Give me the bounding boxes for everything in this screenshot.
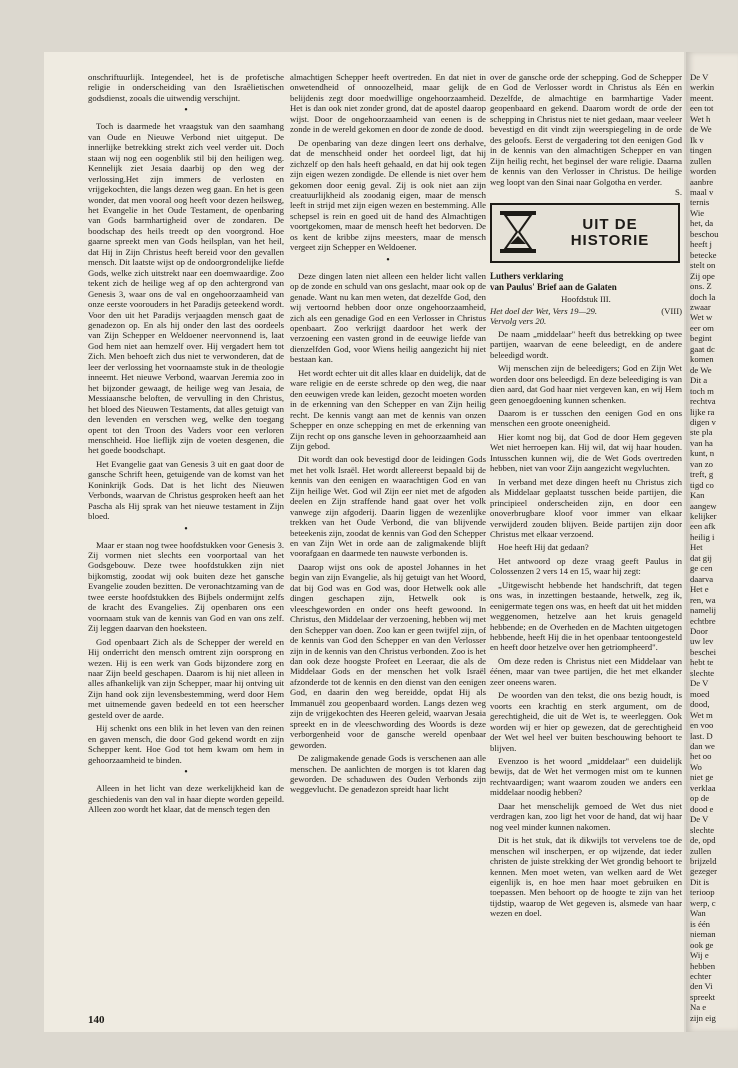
- column-1: [88, 72, 284, 817]
- fragment-line: Zij ope: [690, 270, 715, 281]
- fragment-line: zijn eig: [690, 1012, 716, 1023]
- signature: S.: [674, 186, 682, 197]
- history-section-logo: [490, 203, 680, 263]
- fragment-line: echter: [690, 970, 712, 981]
- fragment-line: De V: [690, 814, 709, 825]
- fragment-line: zullen: [690, 155, 712, 166]
- fragment-line: beschei: [690, 646, 717, 657]
- fragment-line: ternis: [690, 197, 710, 208]
- fragment-line: Wie: [690, 207, 705, 218]
- paragraph: Hier komt nog bij, dat God de door Hem gegeven Wet niet herroepen kan. Hij wil, dat wij haar houden. Intusschen kunnen wij, die de Wet Gods overtreden hebben, niet van voor Zijn aangezicht wegvluchten.: [490, 431, 682, 474]
- paragraph: Hoe heeft Hij dat gedaan?: [498, 542, 589, 553]
- fragment-line: de We: [690, 364, 712, 375]
- fragment-line: zullen: [690, 845, 712, 856]
- separator-dot: •: [184, 767, 188, 779]
- next-page-fragments: [690, 72, 738, 1023]
- fragment-line: kunt, n: [690, 448, 715, 459]
- fragment-line: rechtva: [690, 396, 716, 407]
- paragraph: almachtigen Schepper heeft overtreden. En dat niet in onwetendheid of onnoozelheid, maar gelijk de belijdenis zegt door moedwillige ongehoorzaamheid. Het is dan ook niet zonder grond, dat de apostel daarop wijst. Door de ongehoorzaamheid van eenen is de zonde in de wereld gekomen en door de zonde de dood.: [290, 72, 486, 135]
- fragment-line: dan we: [690, 741, 715, 751]
- fragment-line: Dit a: [690, 375, 708, 386]
- paragraph: De naam „middelaar" heeft dus betrekking op twee partijen, waarvan de eene beleedigt, en de andere beleedigd wordt.: [490, 328, 682, 360]
- fragment-line: meent.: [690, 92, 714, 103]
- fragment-line: Na e: [690, 1002, 707, 1013]
- fragment-line: van ha: [690, 437, 713, 448]
- fragment-line: is één: [690, 918, 711, 929]
- section-heading: [490, 306, 682, 316]
- paragraph: Maar er staan nog twee hoofdstukken voor Genesis 3. Zij vormen niet slechts een voorportaal van het Godsgebouw. Deze twee hoofdstukken zijn niet bijkomstig, zoodat wij ook buiten deze het gansche Evangelie zouden bezitten. De veronachtzaming van de twee eerste hoofdstukken des Bijbels ondermijnt zelfs de kracht des Evangelies. Zij openbaren ons een voornaam stuk van de kennis van God en van ons zelf. Zij leggen daarvan den hoeksteen.: [88, 539, 284, 634]
- fragment-line: een afk: [690, 521, 716, 532]
- fragment-line: het oo: [690, 751, 712, 762]
- section-number: (VIII): [661, 305, 682, 316]
- page-number: 140: [88, 1014, 105, 1026]
- fragment-line: Wo: [690, 761, 702, 772]
- column-2: [290, 72, 486, 798]
- fragment-line: verklaa: [690, 782, 716, 793]
- fragment-line: gaat dc: [690, 343, 715, 354]
- paragraph: Dit is het stuk, dat ik dikwijls tot vervelens toe de menschen wil inscherpen, er op wijzende, dat ieder christen de juiste strekking der Wet grondig behoort te kennen. Men moet weten, van welken aard de Wet eigenlijk is, en hoe men haar moet gebruiken en toepassen. Men behoort op de hoogte te zijn van het tijdstip, waarop de Wet gegeven is, alsmede van haar wezen en doel.: [490, 835, 682, 919]
- logo-line-2: HISTORIE: [570, 232, 650, 250]
- fragment-line: daarva: [690, 573, 714, 584]
- fragment-line: dood e: [690, 803, 714, 814]
- fragment-line: op de: [690, 793, 710, 804]
- fragment-line: zwaar: [690, 301, 711, 312]
- fragment-line: Wet h: [690, 113, 711, 124]
- paragraph: Het Evangelie gaat van Genesis 3 uit en gaat door de gansche Schrift heen, getuigende van de komst van het Koninkrijk Gods. Dat is het licht des Nieuwen Verbonds, waarvan de Christus gesproken heeft aan het Pascha als Hij sprak van het nieuwe testament in Zijn bloed.: [88, 458, 284, 522]
- fragment-line: ook ge: [690, 939, 714, 950]
- fragment-line: kelijker: [690, 511, 717, 522]
- paragraph: De woorden van den tekst, die ons bezig houdt, is voorts een krachtig en sterk argument, om de gerechtigheid, die uit de Wet is, te weerleggen. Ook worden wij er hier op gewezen, dat de gerechtigheid der Wet wel heel ver buiten beschouwing behoort te blijven.: [490, 690, 682, 753]
- paragraph: God openbaart Zich als de Schepper der wereld en Hij onderricht den mensch omtrent zijn oorsprong en wezen. Hij is een werk van Gods bijzondere zorg en naar Zijn beeld geschapen. Daarom is hij niet alleen in alles afhankelijk van zijn Schepper, maar hij ontving uit Zijn hand ook zijn levensbestemming, werd door Hem met uitnemende gaven bedeeld en tot een heerscher gesteld over de aarde.: [88, 636, 284, 720]
- fragment-line: en voo: [690, 720, 714, 731]
- fragment-line: De V: [690, 678, 709, 689]
- fragment-line: aanbre: [690, 176, 714, 187]
- fragment-line: namelij: [690, 605, 717, 616]
- paragraph: onschriftuurlijk. Integendeel, het is de profetische religie in onderscheiding van den Israëlietischen godsdienst, zooals die uitwendig verschijnt.: [88, 72, 284, 103]
- fragment-line: betecke: [690, 249, 717, 260]
- fragment-line: de We: [690, 124, 712, 135]
- paragraph: De openbaring van deze dingen leert ons derhalve, dat de menschheid onder het oordeel ligt, dat hij zichzelf op den hals heeft gehaald, en dat hij ook tegen zijn eigen wezen zondigde. De ellende is niet over hem gekomen door eenig geval. Zij is ook niet aan zijn creatuurlijkheid als zoodanig eigen, maar de mensch leeft in strijd met zijn eigen wezen en bestemming. Alle schepsel is rein en goed uit de hand des Almachtigen voortgekomen, maar de mensch heeft het bedorven. De os kent de kribbe zijns meesters, maar de mensch vergeet zijn Schepper en Weldoener.: [290, 137, 486, 253]
- fragment-line: terioop: [690, 887, 715, 898]
- fragment-line: uw lev: [690, 636, 714, 647]
- fragment-line: dood,: [690, 699, 710, 710]
- paragraph: Daarop wijst ons ook de apostel Johannes in het begin van zijn Evangelie, als hij getuigt van het Woord, dat bij God was en God was, door Hetwelk ook alle dingen geschapen zijn, Hetwelk ook is vleeschgeworden en onder ons heeft gewoond. In Christus, den Middelaar der verzoening, hebben wij met den Schepper van doen. Zoo kan er geen twijfel zijn, of de kennis van God den Schepper en van den Verlosser zijn in de kennis van den Christus verbonden. Zoo is het dan ook deze hoogste Profeet en Leeraar, die als de Middelaar Gods en der menschen het volk Israël afzonderde tot de kennis en den dienst van den eenigen God, en daarin den weg bereidde, opdat Hij als Immanuël zou geopenbaard worden. Langs dezen weg zijn de vrijgekochten des Heeren geleid, waarvan Jesaia spreekt en in de vleeschwording des Woords is deze verborgenheid voor de gansche wereld openbaar geworden.: [290, 561, 486, 750]
- fragment-line: Het e: [690, 584, 709, 595]
- logo-line-1: UIT DE: [582, 216, 638, 234]
- fragment-line: ons. Z: [690, 281, 712, 292]
- paragraph: Alleen in het licht van deze werkelijkheid kan de geschiedenis van den val in haar diepte worden gepeild. Alleen zoo wordt het klaar, dat de mensch tegen den: [88, 783, 284, 814]
- fragment-line: ge cen: [690, 563, 713, 574]
- fragment-line: tingen: [690, 145, 712, 156]
- fragment-line: slechte: [690, 667, 715, 678]
- fragment-line: heilig i: [690, 531, 715, 542]
- fragment-line: beschou: [690, 228, 719, 239]
- article-title: Luthers verklaring: [490, 271, 564, 282]
- fragment-line: Het: [690, 542, 703, 553]
- fragment-line: Wet w: [690, 312, 713, 323]
- fragment-line: Ik v: [690, 134, 704, 145]
- fragment-line: werp, c: [690, 897, 716, 908]
- fragment-line: brijzeld: [690, 855, 717, 866]
- fragment-line: een tot: [690, 103, 714, 114]
- fragment-line: toch m: [690, 385, 714, 396]
- fragment-line: moed: [690, 688, 710, 699]
- fragment-line: begint: [690, 333, 712, 344]
- fragment-line: echtbre: [690, 615, 716, 626]
- paragraph: Wij menschen zijn de beleedigers; God en Zijn Wet worden door ons beleedigd. En deze beleediging is van dien aard, dat God haar niet vergeven kan, en wij Hem geen genoegdoening kunnen schenken.: [490, 363, 682, 405]
- fragment-line: aangew: [690, 500, 717, 511]
- fragment-line: doch la: [690, 291, 716, 302]
- paragraph: Daarom is er tusschen den eenigen God en ons menschen een groote oneenigheid.: [490, 407, 682, 429]
- hourglass-icon: [498, 210, 538, 254]
- fragment-line: tigd co: [690, 479, 714, 490]
- fragment-line: slechte: [690, 824, 715, 835]
- paragraph: Het antwoord op deze vraag geeft Paulus in Colossenzen 2 vers 14 en 15, waar hij zegt:: [490, 555, 682, 577]
- fragment-line: ren, wa: [690, 594, 716, 605]
- fragment-line: digen v: [690, 416, 716, 427]
- paragraph: Daar het menschelijk gemoed de Wet dus niet verdragen kan, zoo ligt het voor de hand, dat wij haar nog veel minder kunnen nakomen.: [490, 800, 682, 832]
- fragment-line: niet ge: [690, 772, 714, 783]
- fragment-line: worden: [690, 166, 717, 177]
- fragment-line: komen: [690, 354, 714, 365]
- fragment-line: Wet m: [690, 709, 713, 720]
- paragraph: Hij schenkt ons een blik in het leven van den reinen en gaven mensch, die door God gekend wordt en zijn Schepper kent. Hoe God tot hem kwam om hem in gehoorzaamheid te binden.: [88, 723, 284, 765]
- fragment-line: dat gij: [690, 552, 712, 563]
- fragment-line: de, opd: [690, 835, 716, 846]
- fragment-line: Wan: [690, 908, 706, 919]
- fragment-line: Door: [690, 626, 708, 637]
- fragment-line: Dit is: [690, 876, 710, 887]
- paragraph: In verband met deze dingen heeft nu Christus zich als Middelaar geplaatst tusschen beide partijen, die principieel onderscheiden zijn, en door een onoverbrugbare kloof voor immer van elkaar verwijderd zouden blijven. Beide partijen zijn door Christus met elkaar verzoend.: [490, 476, 682, 539]
- paragraph: „Uitgewischt hebbende het handschrift, dat tegen ons was, in inzettingen bestaande, hetwelk, zeg ik, eenigermate tegen ons was, en heeft dat uit het midden weggenomen, hetzelve aan het kruis genageld hebbende; en de Overheden en de Machten uitgetogen hebbende, heeft Hij die in het openbaar tentoongesteld en heeft door hetzelve over hen getriompheerd".: [490, 579, 682, 653]
- fragment-line: hebt te: [690, 657, 714, 668]
- fragment-line: last. D: [690, 730, 713, 741]
- fragment-line: heeft j: [690, 239, 712, 250]
- continuation-note: Vervolg vers 20.: [490, 316, 547, 327]
- paragraph: Toch is daarmede het vraagstuk van den saamhang van Oude en Nieuwe Verbond niet uitgeput. De innerlijke betrekking strekt zich veel verder uit. Doch staan wij nog een oogenblik stil bij den heiligen weg. Kennelijk ziet Jesaia daarbij op den weg der verlossing.Het zijn immers de verlosten en vrijgekochten, die langs dezen weg gaan. En het is geen wonder, dat men vooral oog heeft voor dezen heilsweg, het Evangelie in het Oude Testament, de openbaring van Gods barmhartigheid over de zondaren. De boodschap des heils treedt op den voorgrond. Hoe gaarne spreekt men van Gods heilsplan, van het heil, dat Hij in Zijn Christus heeft bereid voor den gevallen mensch. Dit laatste wijst op de ondoorgrondelijke liefde Gods, welke zich uitstrekt naar een doemwaardige. Zoo tekent zich de heilige weg af op den achtergrond van Genesis 3, waar ons de val en ongehoorzaamheid van onze eerste voorouders in het Paradijs geteekend wordt. Voor den uit het Paradijs verjaagden mensch gaat de genadezon op. En als hij onder den last des oordeels van Zijn Schepper en Weldoener neervonnend is, laat God hem niet aan hemzelf over. Hij vergadert hem tot Zich. Men behoeft zich dus niet te verwonderen, dat de leer der verlossing het voornaamste stuk in de theologie inneemt. Het nieuwe Verbond, waarvan Jeremia zoo in het bijzonder gewaagt, de heilige weg van Jesaia, de Messiaansche beloften, de vervulling in den Christus, het bloed des Nieuwen Testaments, dat alles getuigt van den levenden en verschen weg, welke den toegang opent tot den Troon des Vaders voor een verloren menschheid. Hoe lieflijk zijn de voeten desgenen, die het goede boodschapt.: [88, 121, 284, 456]
- paragraph: Het wordt echter uit dit alles klaar en duidelijk, dat de ware religie en de eerste schrede op den weg, die naar den eeuwigen vrede kan leiden, gezocht moeten worden in de erkenning van den Schepper en van Zijn heilig recht. De kennis vangt aan met de kennis van onzen Schepper en onze schepping en met de erkenning van Zijn recht op ons gansche leven in gehoorzaamheid aan Zijn gebod.: [290, 367, 486, 451]
- paragraph: Dit wordt dan ook bevestigd door de leidingen Gods met het volk Israël. Het wordt allereerst bepaald bij de kennis van den eenigen en waarachtigen God en van Zijn heilige Wet. God wil Zijn eer niet met de afgoden deelen en Zijn straffende hand gaat over het volk vanwege zijn afgoderij. Daarin liggen de wezenlijke trekken van het Oude Verbond, die van blijvende beteekenis zijn, zoodat de kennis van God den Schepper en van Zijn Wet in orde aan de zaligmakende blijft voorafgaan en daarmede ten nauwste verbonden is.: [290, 454, 486, 559]
- fragment-line: ste pla: [690, 427, 713, 438]
- separator-dot: •: [184, 105, 188, 117]
- fragment-line: werkin: [690, 82, 715, 93]
- fragment-line: De V: [690, 72, 709, 82]
- article-subtitle: Hoofdstuk III.: [561, 294, 611, 305]
- fragment-line: nieman: [690, 929, 716, 940]
- section-label: Het doel der Wet, Vers 19—29.: [490, 305, 598, 316]
- fragment-line: gezeger: [690, 866, 718, 877]
- paragraph: Om deze reden is Christus niet een Middelaar van éénen, maar van twee partijen, die het met elkander zeer oneens waren.: [490, 655, 682, 687]
- column-3: [490, 72, 682, 922]
- paragraph: De zaligmakende genade Gods is verschenen aan alle menschen. De aanlichten de morgen is tot klaren dag geworden. De schaduwen des Ouden Verbonds zijn weggevlucht. De genadezon spreidt haar licht: [290, 753, 486, 795]
- fragment-line: treft, g: [690, 469, 714, 480]
- fragment-line: het, da: [690, 218, 714, 229]
- paragraph: Deze dingen laten niet alleen een helder licht vallen op de zonde en schuld van ons geslacht, maar ook op de genade. Want nu kan men weten, dat dezelfde God, den wij vertoornd hebben door onze ongehoorzaamheid, zich als een genadige God en een Verlosser in Christus openbaart. Zoo verkrijgt daardoor het werk der verzoening een vasten grond in de eeuwige liefde van dienzelfden God, voor Wiens heilig aangezicht hij niet bestaan kan.: [290, 270, 486, 365]
- fragment-line: Wij e: [690, 950, 709, 961]
- fragment-line: van zo: [690, 458, 713, 469]
- separator-dot: •: [184, 523, 188, 535]
- fragment-line: Kan: [690, 490, 705, 501]
- fragment-line: lijke ra: [690, 406, 715, 417]
- article-title-2: van Paulus' Brief aan de Galaten: [490, 282, 617, 293]
- fragment-line: hebben: [690, 960, 716, 971]
- paragraph: Evenzoo is het woord „middelaar" een duidelijk bewijs, dat de Wet het vermogen mist om te kunnen rechtvaardigen; want waarom zouden we anders een middelaar noodig hebben?: [490, 756, 682, 798]
- fragment-line: maal v: [690, 186, 714, 197]
- fragment-line: den Vi: [690, 981, 713, 992]
- fragment-line: spreekt: [690, 991, 716, 1002]
- fragment-line: stelt on: [690, 260, 716, 271]
- fragment-line: eer om: [690, 322, 714, 333]
- paragraph: over de gansche orde der schepping. God de Schepper en God de Verlosser wordt in Christus als Eén en Dezelfde, de almachtige en barmhartige Vader geopenbaard en gekend. Daarom wordt de orde der schepping in Christus niet te niet gedaan, maar veeleer bevestigd en dit vindt zijn weerspiegeling in de orde des geloofs. Eerst de vergadering tot den eenigen God in de kennis van den almachtigen Schepper en van Zijn heilig recht, het beginsel der ware religie. Daarna de kennis van den Verlosser in Christus. De heilige weg loopt van den Sinai naar Golgotha en verder.: [490, 72, 682, 187]
- separator-dot: •: [386, 254, 390, 266]
